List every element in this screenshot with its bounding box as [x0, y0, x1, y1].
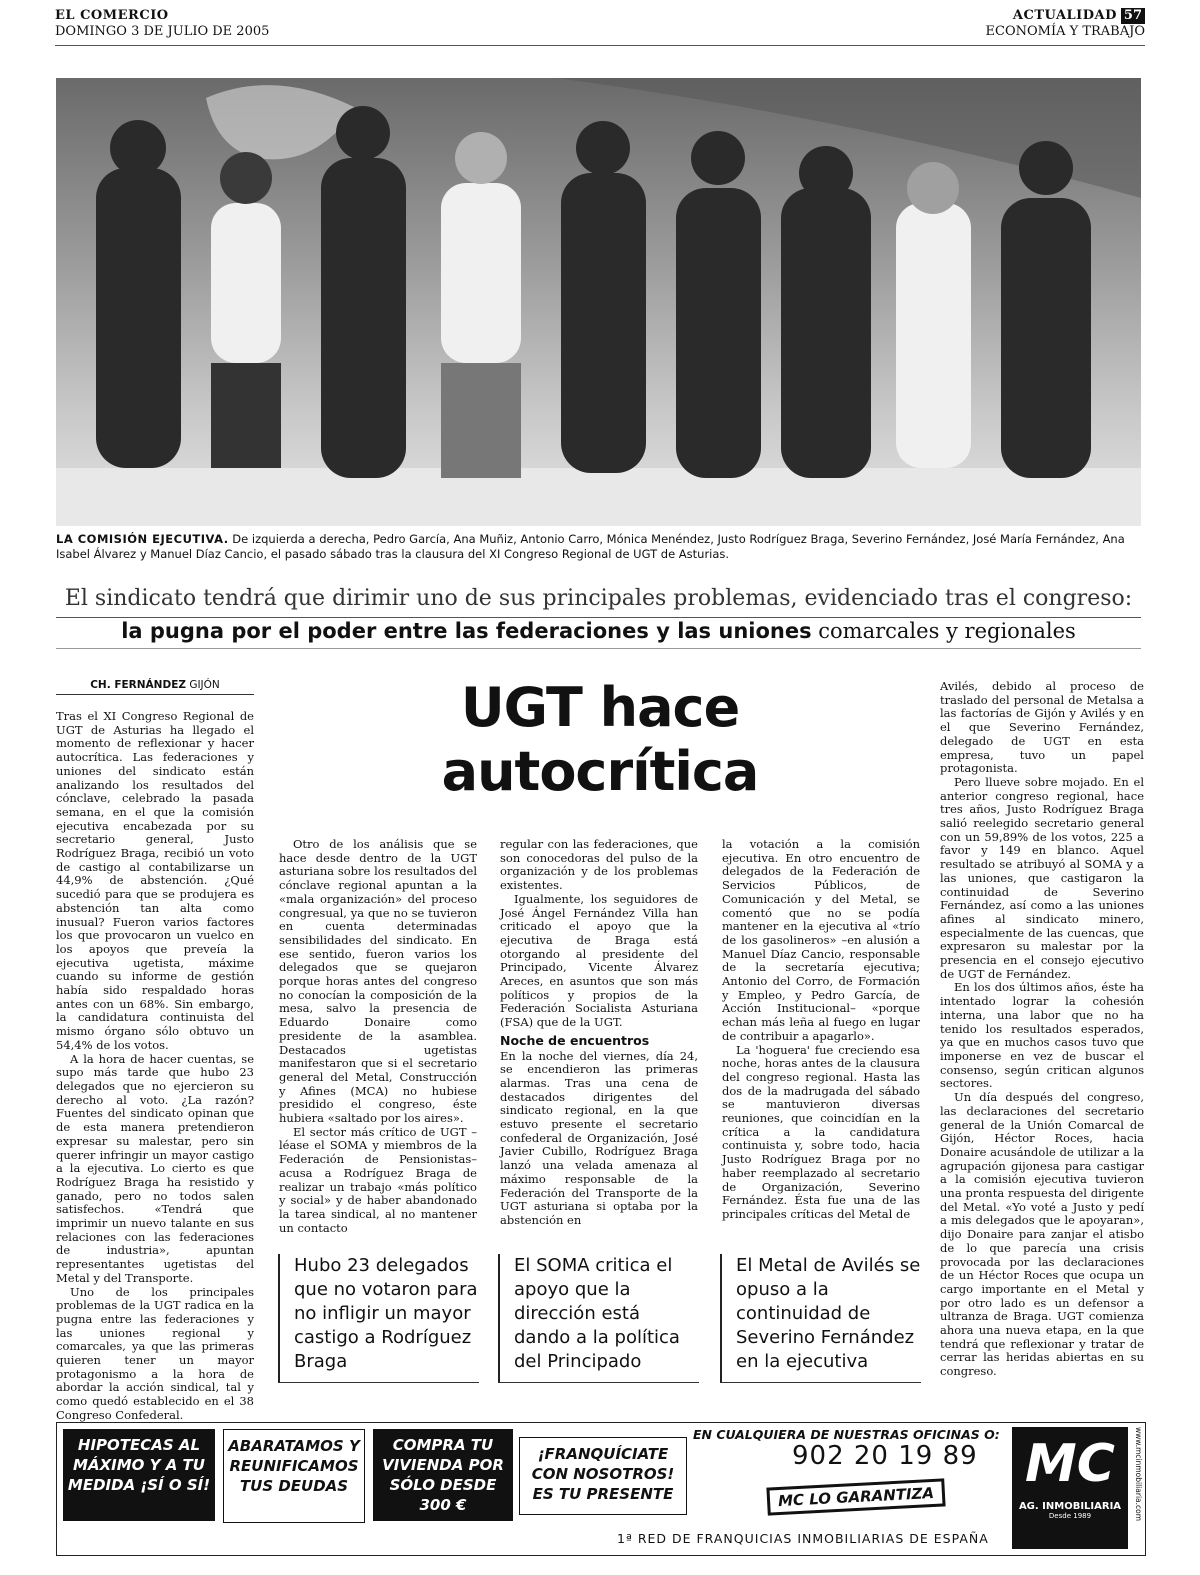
subheadline-line2	[56, 619, 1141, 643]
headline	[280, 676, 920, 804]
paragraph: regular con las federaciones, que son conocedoras del pulso de la organización y de los problemas existentes.	[500, 837, 698, 893]
paragraph: Uno de los principales problemas de la UGT radica en la pugna entre las federaciones y las uniones regional y comarcales, ya que las primeras quieren tener un mayor protagonismo a la hora de abordar la acción sindical, tal y como quedó establecido en el 38 Congreso Confederal.	[56, 1284, 254, 1422]
paragraph: Igualmente, los seguidores de José Ángel Fernández Villa han criticado el apoyo que la ejecutiva de Braga está otorgando al presidente del Principado, Vicente Álvarez Areces, en asuntos que son más políticos y propios de la Federación Socialista Asturiana (FSA) que de la UGT.	[500, 891, 698, 1030]
subhead-bold: la pugna por el poder entre las federaciones y las uniones	[121, 619, 812, 643]
subhead-rest: comarcales y regionales	[811, 619, 1076, 643]
paragraph: Un día después del congreso, las declaraciones del secretario general de la Unión Comarcal de Gijón, Héctor Roces, hacia Donaire acusándole de utilizar a la agrupación gijonesa para castigar a la comisión ejecutiva tuvieron una pronta respuesta del dirigente del Metal. «Yo voté a Justo y pedí a mis delegados que le apoyaran», dijo Donaire para zanjar el atisbo de lo que parecía una crisis provocada por las declaraciones de un Héctor Roces que ocupa un cargo importante en el Metal y por otro lado es un defensor a ultranza de Braga. UGT comienza ahora una nueva etapa, en la que tendrá que reflexionar y tratar de cerrar las heridas abiertas en su congreso.	[940, 1090, 1144, 1379]
caption-label: LA COMISIÓN EJECUTIVA.	[56, 532, 229, 546]
byline-place: GIJÓN	[185, 679, 220, 691]
ad-guarantee-stamp: MC LO GARANTIZA	[766, 1478, 945, 1515]
ad-box-debts: ABARATAMOS Y REUNIFICAMOS TUS DEUDAS	[223, 1429, 365, 1523]
article-column-1	[56, 710, 254, 1423]
subheadline-line1: El sindicato tendrá que dirimir uno de sus principales problemas, evidenciado tras el congreso:	[64, 586, 1133, 611]
ad-box-franchise: ¡FRANQUÍCIATE CON NOSOTROS! ES TU PRESENTE	[519, 1437, 687, 1515]
ad-box-mortgages: HIPOTECAS AL MÁXIMO Y A TU MEDIDA ¡SÍ O SÍ!	[63, 1429, 215, 1521]
newspaper-name: EL COMERCIO	[55, 8, 169, 23]
paragraph: Avilés, debido al proceso de traslado del personal de Metalsa a las factorías de Gijón y Avilés y en el que Severino Fernández, delegado de UGT en esta empresa, tuvo un papel protagonista.	[940, 679, 1144, 776]
byline	[56, 679, 254, 695]
pull-quote-3: El Metal de Avilés se opuso a la continuidad de Severino Fernández en la ejecutiva	[720, 1254, 921, 1383]
ad-box-housing: COMPRA TU VIVIENDA POR SÓLO DESDE 300 €	[373, 1429, 513, 1521]
masthead-rule	[55, 45, 1145, 46]
masthead-left	[55, 8, 269, 40]
ad-website: www.mcinmobiliaria.com	[1134, 1427, 1143, 1522]
paragraph: En la noche del viernes, día 24, se encendieron las primeras alarmas. Tras una cena de destacados dirigentes del sindicato regional, en la que estuvo presente el secretario confederal de Organización, José Javier Cubillo, Rodríguez Braga lanzó una velada amenaza al máximo responsable de la Federación del Transporte de la UGT asturiana si optaba por la abstención en	[500, 1048, 698, 1227]
photo-illustration	[56, 78, 1141, 526]
page-number: 57	[1121, 8, 1145, 24]
headline-line1: UGT hace	[460, 676, 740, 739]
paragraph: la votación a la comisión ejecutiva. En otro encuentro de delegados de la Federación de Servicios Públicos, de Comunicación y del Metal, se comentó que no se podía mantener en la ejecutiva al «trío de los gasolineros» –en alusión a Manuel Díaz Cancio, responsable de la secretaría ejecutiva; Antonio del Corro, de Formación y Empleo, y Pedro García, de Acción Institucional– «porque echan más leña al fuego en lugar de contribuir a apagarlo».	[722, 837, 920, 1043]
article-column-4	[722, 838, 920, 1222]
article-column-3	[500, 838, 698, 1228]
pull-quote-2: El SOMA critica el apoyo que la dirección está dando a la política del Principado	[498, 1254, 699, 1383]
logo-letters: MC	[1025, 1434, 1115, 1494]
group-photo	[56, 78, 1141, 526]
paragraph: Tras el XI Congreso Regional de UGT de Asturias ha llegado el momento de reflexionar y hacer autocrítica. Las federaciones y uniones del sindicato están analizando los resultados del cónclave, celebrado la pasada semana, en el que la comisión ejecutiva encabezada por su secretario general, Justo Rodríguez Braga, recibió un voto de castigo al contabilizarse un 44,9% de abstención. ¿Qué sucedió para que se produjera es abstención tan alta como inusual? Fueron varios factores los que provocaron un vuelco en los apoyos que preveía la ejecutiva ugetista, máxime cuando su informe de gestión había sido respaldado horas antes con un 68%. Sin embargo, la candidatura continuista del mismo órgano sólo obtuvo un 54,4% de los votos.	[56, 709, 254, 1052]
article-column-5	[940, 680, 1144, 1379]
section-name: ACTUALIDAD	[1012, 8, 1117, 23]
logo-since: Desde 1989	[1048, 1512, 1092, 1520]
ad-footer-text: 1ª RED DE FRANQUICIAS INMOBILIARIAS DE ESPAÑA	[617, 1531, 989, 1546]
issue-date: DOMINGO 3 DE JULIO DE 2005	[55, 24, 270, 39]
pull-quote-1: Hubo 23 delegados que no votaron para no infligir un mayor castigo a Rodríguez Braga	[278, 1254, 479, 1383]
subsection-name: ECONOMÍA Y TRABAJO	[985, 24, 1145, 39]
logo-subtitle: AG. INMOBILIARIA	[1018, 1501, 1122, 1512]
paragraph: Pero llueve sobre mojado. En el anterior congreso regional, hace tres años, Justo Rodríguez Braga salió reelegido secretario general con un 59,89% de los votos, 225 a favor y 149 en blanco. Aquel resultado se atribuyó al SOMA y a las uniones, que castigaron la continuidad de Severino Fernández, así como a las uniones afines al sindicato minero, especialmente de las cuencas, que expresaron su malestar por la presencia en el consejo ejecutivo de UGT de Fernández.	[940, 774, 1144, 981]
photo-caption	[56, 532, 1141, 562]
paragraph: Otro de los análisis que se hace desde dentro de la UGT asturiana sobre los resultados del cónclave regional apuntan a la «mala organización» del proceso congresual, ya que no se tuvieron en cuenta determinadas sensibilidades del sindicato. En ese sentido, fueron varios los delegados que se quejaron porque horas antes del congreso no conocían la composición de la mesa, salvo la presencia de Eduardo Donaire como presidente de la asamblea. Destacados ugetistas manifestaron que si el secretario general del Metal, Construcción y Afines (MCA) no hubiese presidido el congreso, éste hubiera «saltado por los aires».	[279, 837, 477, 1126]
paragraph: En los dos últimos años, éste ha intentado lograr la cohesión interna, una labor que no ha tenido los resultados esperados, ya que en muchos casos tuvo que imponerse en vez de buscar el consenso, según critican algunos sectores.	[940, 980, 1144, 1091]
mc-logo	[1012, 1427, 1128, 1549]
article-column-2	[279, 838, 477, 1235]
caption-text: De izquierda a derecha, Pedro García, Ana Muñiz, Antonio Carro, Mónica Menéndez, Justo Rodríguez Braga, Severino Fernández, José María Fernández, Ana Isabel Álvarez y Manuel Díaz Cancio, el pasado sábado tras la clausura del XI Congreso Regional de UGT de Asturias.	[56, 532, 1125, 561]
headline-line2: autocrítica	[441, 740, 759, 803]
subhead-rule	[56, 617, 1141, 618]
masthead-right	[986, 8, 1145, 40]
ad-phone-label: EN CUALQUIERA DE NUESTRAS OFICINAS O:	[693, 1427, 1000, 1442]
paragraph: El sector más crítico de UGT –léase el SOMA y miembros de la Federación de Pensionistas– acusa a Rodríguez Braga de realizar un trabajo «más político y social» y de haber abandonado la tarea sindical, al no mantener un contacto	[279, 1124, 477, 1235]
subhead-rule-bottom	[56, 648, 1141, 649]
advertisement	[56, 1422, 1146, 1556]
section-subtitle: Noche de encuentros	[500, 1032, 650, 1048]
ad-phone-number: 902 20 19 89	[792, 1441, 978, 1471]
author-name: CH. FERNÁNDEZ	[90, 679, 186, 691]
paragraph: A la hora de hacer cuentas, se supo más tarde que hubo 23 delegados que no ejercieron su derecho al voto. ¿La razón? Fuentes del sindicato opinan que de esta manera pretendieron expresar su malestar, pero sin querer infringir un mayor castigo a la ejecutiva. Lo cierto es que Rodríguez Braga ha resistido y ganado, pero no todos salen satisfechos. «Tendrá que imprimir un nuevo talante en sus relaciones con las federaciones de industria», apuntan representantes ugetistas del Metal y del Transporte.	[56, 1051, 254, 1285]
paragraph: La 'hoguera' fue creciendo esa noche, horas antes de la clausura del congreso regional. Hasta las dos de la madrugada del sábado se mantuvieron diversas reuniones, que coincidían en la crítica a la candidatura continuista y, sobre todo, hacia Justo Rodríguez Braga por no haber reemplazado al secretario de Organización, Severino Fernández. Ésta fue una de las principales críticas del Metal de	[722, 1042, 920, 1221]
